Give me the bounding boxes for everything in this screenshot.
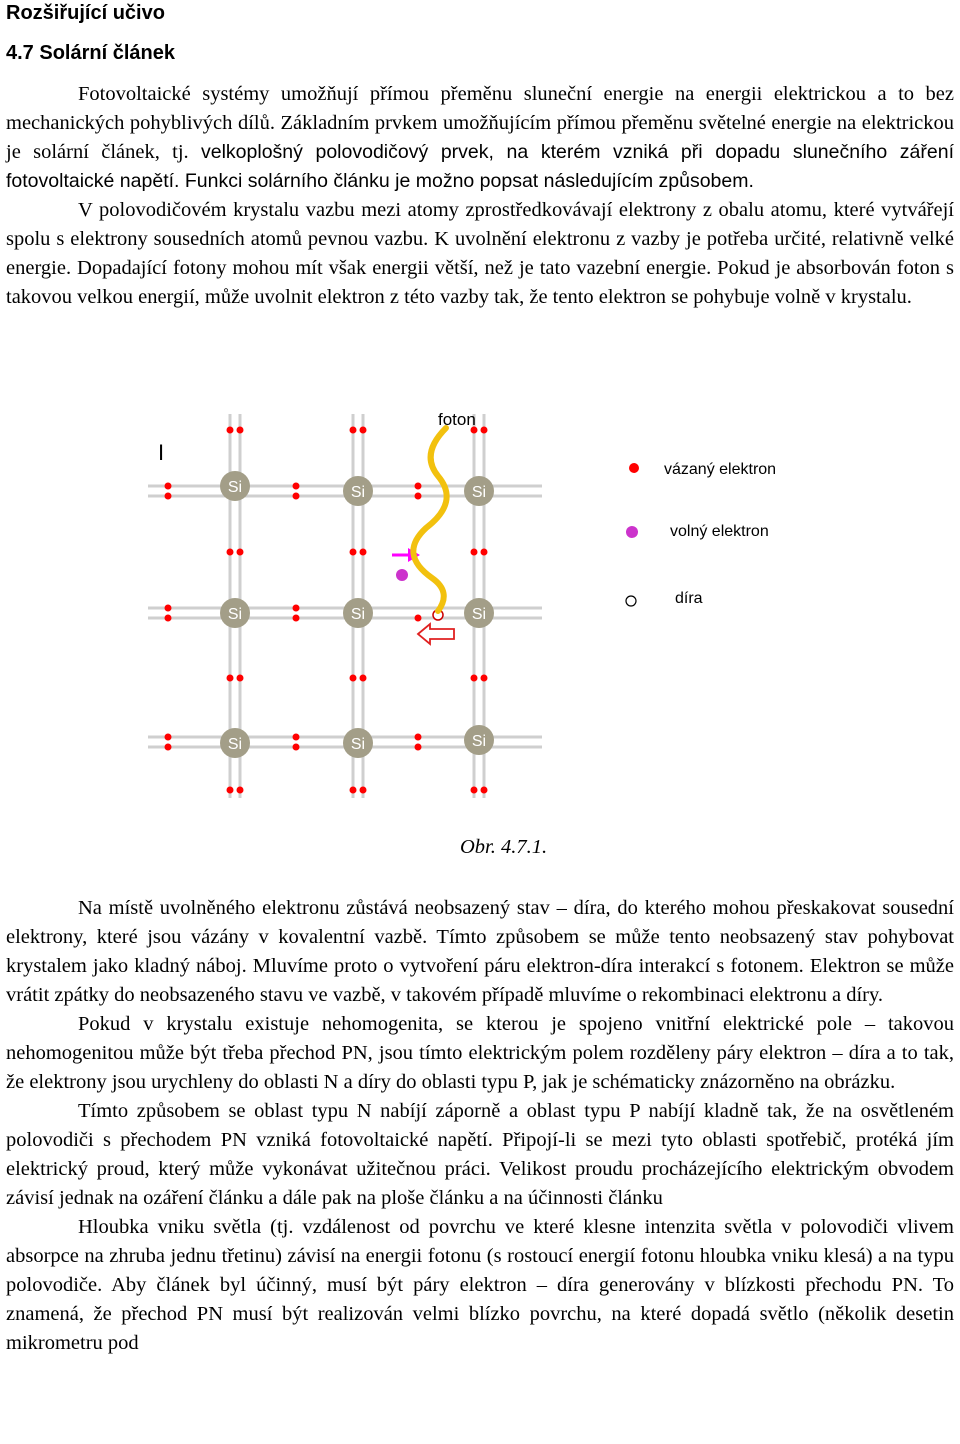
legend-bound-electron-dot bbox=[629, 463, 639, 473]
paragraph-5: Tímto způsobem se oblast typu N nabíjí záporně a oblast typu P nabíjí kladně tak, že na osvětleném polovodiči s přechodem PN vzniká fotovoltaické napětí. Připojí-li se mezi tyto oblasti spotřebič, protéká jím elektrický proud, který může vykonávat užitečnou práci. Velikost proudu procházejícího elektrickým obvodem závisí jednak na ozáření článku a dále pak na ploše článku a na účinnosti článku bbox=[6, 1100, 954, 1209]
corner-mark: I bbox=[158, 440, 165, 465]
si-atom-label: Si bbox=[350, 736, 366, 753]
si-atom bbox=[220, 728, 250, 758]
si-atom bbox=[464, 598, 494, 628]
paragraph-1-serif: Fotovoltaické systémy umožňují přímou přeměnu sluneční energie na energii elektrickou a to bez mechanických pohyblivých dílů. Základním prvkem umožňujícím přímou přeměnu světelné energie na elektrickou je solární článek, tj. bbox=[6, 83, 954, 163]
si-atom-label: Si bbox=[227, 736, 243, 753]
silicon-lattice-figure bbox=[146, 406, 790, 802]
legend-free-electron-label: volný elektron bbox=[670, 523, 769, 540]
si-atom bbox=[220, 471, 250, 501]
section-label: Rozšiřující učivo bbox=[6, 2, 165, 24]
si-atom-label: Si bbox=[227, 479, 243, 496]
si-atom-label: Si bbox=[350, 606, 366, 623]
si-atom bbox=[343, 728, 373, 758]
paragraph-1 bbox=[6, 80, 954, 196]
legend-hole-dot bbox=[626, 596, 636, 606]
si-atom bbox=[464, 725, 494, 755]
photon-label: foton bbox=[438, 410, 476, 429]
si-atom bbox=[343, 476, 373, 506]
paragraph-4: Pokud v krystalu existuje nehomogenita, se kterou je spojeno vnitřní elektrické pole – takovou nehomogenitou může být třeba přechod PN, jsou tímto elektrickým polem rozděleny páry elektron – díra a to tak, že elektrony jsou urychleny do oblasti N a díry do oblasti typu P, jak je schématicky znázorněno na obrázku. bbox=[6, 1013, 954, 1093]
section-title: 4.7 Solární článek bbox=[6, 42, 175, 64]
si-atom-label: Si bbox=[471, 484, 487, 501]
si-atom bbox=[343, 598, 373, 628]
si-atom-label: Si bbox=[350, 484, 366, 501]
photon-wave bbox=[413, 428, 446, 611]
free-electron bbox=[396, 569, 408, 581]
hole-arrow bbox=[418, 624, 454, 644]
si-atom-label: Si bbox=[227, 606, 243, 623]
legend-bound-electron-label: vázaný elektron bbox=[664, 461, 777, 478]
lattice-diagram bbox=[146, 406, 790, 802]
paragraph-6: Hloubka vniku světla (tj. vzdálenost od povrchu ve které klesne intenzita světla v polovodiči vlivem absorpce na zhruba jednu třetinu) závisí na energii fotonu (s rostoucí energií fotonu hloubka vniku klesá) a na typu polovodiče. Aby článek byl účinný, musí být páry elektron – díra generovány v blízkosti přechodu PN. To znamená, že přechod PN musí být realizován velmi blízko povrchu, na které dopadá světlo (několik desetin mikrometru pod bbox=[6, 1216, 954, 1354]
legend-free-electron-dot bbox=[626, 526, 638, 538]
si-atom-label: Si bbox=[471, 733, 487, 750]
legend-hole-label: díra bbox=[675, 590, 703, 607]
body-text bbox=[6, 894, 954, 1358]
paragraph-3: Na místě uvolněného elektronu zůstává neobsazený stav – díra, do kterého mohou přeskakovat sousední elektrony, které jsou vázány v kovalentní vazbě. Tímto způsobem se může tento neobsazený stav pohybovat krystalem jako kladný náboj. Mluvíme proto o vytvoření páru elektron-díra interakcí s fotonem. Elektron se může vrátit zpátky do neobsazeného stavu ve vazbě, v takovém případě mluvíme o rekombinaci elektronu a díry. bbox=[6, 897, 954, 1006]
si-atom bbox=[464, 476, 494, 506]
figure-caption: Obr. 4.7.1. bbox=[460, 836, 548, 858]
paragraph-1-sans: velkoplošný polovodičový prvek, na kterém vzniká při dopadu slunečního záření fotovoltaické napětí. Funkci solárního článku je možno popsat následujícím způsobem. bbox=[6, 141, 954, 192]
si-atom bbox=[220, 598, 250, 628]
si-atom-label: Si bbox=[471, 606, 487, 623]
paragraph-2: V polovodičovém krystalu vazbu mezi atomy zprostředkovávají elektrony z obalu atomu, které vytvářejí spolu s elektrony sousedních atomů pevnou vazbu. K uvolnění elektronu z vazby je potřeba určité, relativně velké energie. Dopadající fotony mohou mít však energii větší, než je tato vazební energie. Pokud je absorbován foton s takovou velkou energií, může uvolnit elektron z této vazby tak, že tento elektron se pohybuje volně v krystalu. bbox=[6, 199, 954, 308]
intro-text bbox=[6, 80, 954, 312]
